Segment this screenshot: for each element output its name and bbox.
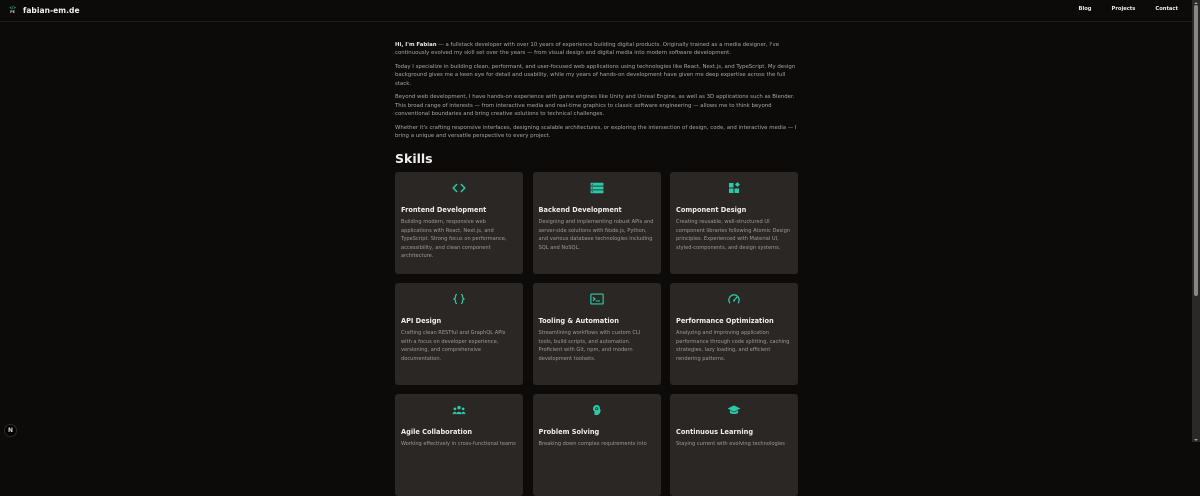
skill-title: Component Design	[676, 206, 747, 214]
logo-mark-code: </>	[9, 4, 16, 10]
nav-link-blog[interactable]: Blog	[1078, 6, 1092, 12]
site-header	[0, 0, 1192, 22]
skill-title: API Design	[401, 317, 442, 325]
skill-title: Tooling & Automation	[538, 317, 619, 325]
skill-title: Backend Development	[538, 206, 622, 214]
groups-icon	[452, 404, 466, 416]
skill-description: Analyzing and improving application performance through code splitting, caching strategies, lazy loading, and efficient rendering patterns.	[676, 330, 790, 362]
skill-title: Agile Collaboration	[401, 428, 473, 436]
intro-paragraph: Whether it's crafting responsive interfaces, designing scalable architectures, or exploring the intersection of design, code, and interactive media — I bring a unique and versatile perspective to every project.	[395, 124, 797, 140]
intro-text: — a fullstack developer with over 10 years of experience building digital products. Originally trained as a media designer, I've continuously evolved my skill set over the years — from visual design and digital media into modern software development.	[395, 42, 780, 57]
skill-card-component-design[interactable]	[670, 172, 798, 274]
intro-paragraph: Beyond web development, I have hands-on experience with game engines like Unity and Unreal Engine, as well as 3D applications such as Blender. This broad range of interests — from interactive media and real-time graphics to classic software engineering — allows me to think beyond conventional boundaries and bring creative solutions to technical challenges.	[395, 94, 795, 118]
skills-grid	[395, 172, 798, 496]
skill-card-backend[interactable]	[533, 172, 661, 274]
skill-card-agile[interactable]	[395, 394, 523, 496]
skill-description: Crafting clean RESTful and GraphQL APIs with a focus on developer experience, versioning, and comprehensive documentation.	[401, 330, 506, 362]
skill-description: Working effectively in cross-functional teams	[401, 441, 516, 447]
braces-icon	[452, 293, 466, 305]
logo-icon	[8, 4, 17, 16]
vertical-scrollbar[interactable]	[1192, 0, 1200, 442]
skill-card-learning[interactable]	[670, 394, 798, 496]
skill-card-performance[interactable]	[670, 283, 798, 385]
nextjs-logo-icon: N	[7, 427, 14, 434]
nav-link-projects[interactable]: Projects	[1111, 6, 1136, 12]
graduation-cap-icon	[727, 404, 741, 416]
skill-title: Continuous Learning	[676, 428, 754, 436]
intro-paragraph	[395, 41, 803, 58]
nav-link-contact[interactable]: Contact	[1155, 6, 1178, 12]
skill-card-api-design[interactable]	[395, 283, 523, 385]
psychology-head-icon	[590, 404, 604, 416]
skill-description: Streamlining workflows with custom CLI tools, build scripts, and automation. Proficient with Git, npm, and modern development toolsets.	[538, 330, 641, 362]
speed-gauge-icon	[727, 293, 741, 305]
intro-paragraph: Today I specialize in building clean, performant, and user-focused web applications using technologies like React, Next.js, and TypeScript. My design background gives me a keen eye for detail and usability, while my years of hands-on development have given me deep expertise across the full stack.	[395, 64, 796, 87]
skill-title: Frontend Development	[401, 206, 487, 214]
terminal-icon	[590, 293, 604, 305]
skill-description: Creating reusable, well-structured UI component libraries following Atomic Design principles. Experienced with Material UI, styled-components, and design systems.	[676, 219, 791, 251]
main-nav	[1079, 6, 1179, 12]
skill-title: Performance Optimization	[676, 317, 774, 325]
skill-title: Problem Solving	[538, 428, 600, 436]
scroll-down-arrow-icon[interactable]	[1192, 437, 1200, 442]
skill-description: Breaking down complex requirements into	[538, 441, 647, 447]
intro-greeting: Hi, I'm Fabian	[395, 42, 437, 48]
widgets-icon	[727, 182, 741, 194]
scrollbar-thumb[interactable]	[1194, 5, 1198, 296]
skill-card-frontend[interactable]	[395, 172, 523, 274]
site-name: fabian-em.de	[23, 5, 80, 15]
skill-description: Building modern, responsive web applications with React, Next.js, and TypeScript. Strong focus on performance, accessibility, and clean component architecture.	[401, 219, 507, 259]
server-icon	[590, 182, 604, 194]
code-icon	[452, 182, 466, 194]
logo-link[interactable]	[8, 4, 80, 16]
skills-heading: Skills	[395, 151, 433, 166]
skill-description: Designing and implementing robust APIs and server-side solutions with Node.js, Python, and various database technologies including SQL and NoSQL.	[538, 219, 654, 251]
skill-description: Staying current with evolving technologies	[676, 441, 785, 447]
logo-mark-initials: FE	[10, 9, 15, 14]
skill-card-problem-solving[interactable]	[533, 394, 661, 496]
nextjs-dev-indicator-button[interactable]	[4, 424, 17, 437]
intro-section	[395, 41, 803, 146]
skill-card-tooling[interactable]	[533, 283, 661, 385]
